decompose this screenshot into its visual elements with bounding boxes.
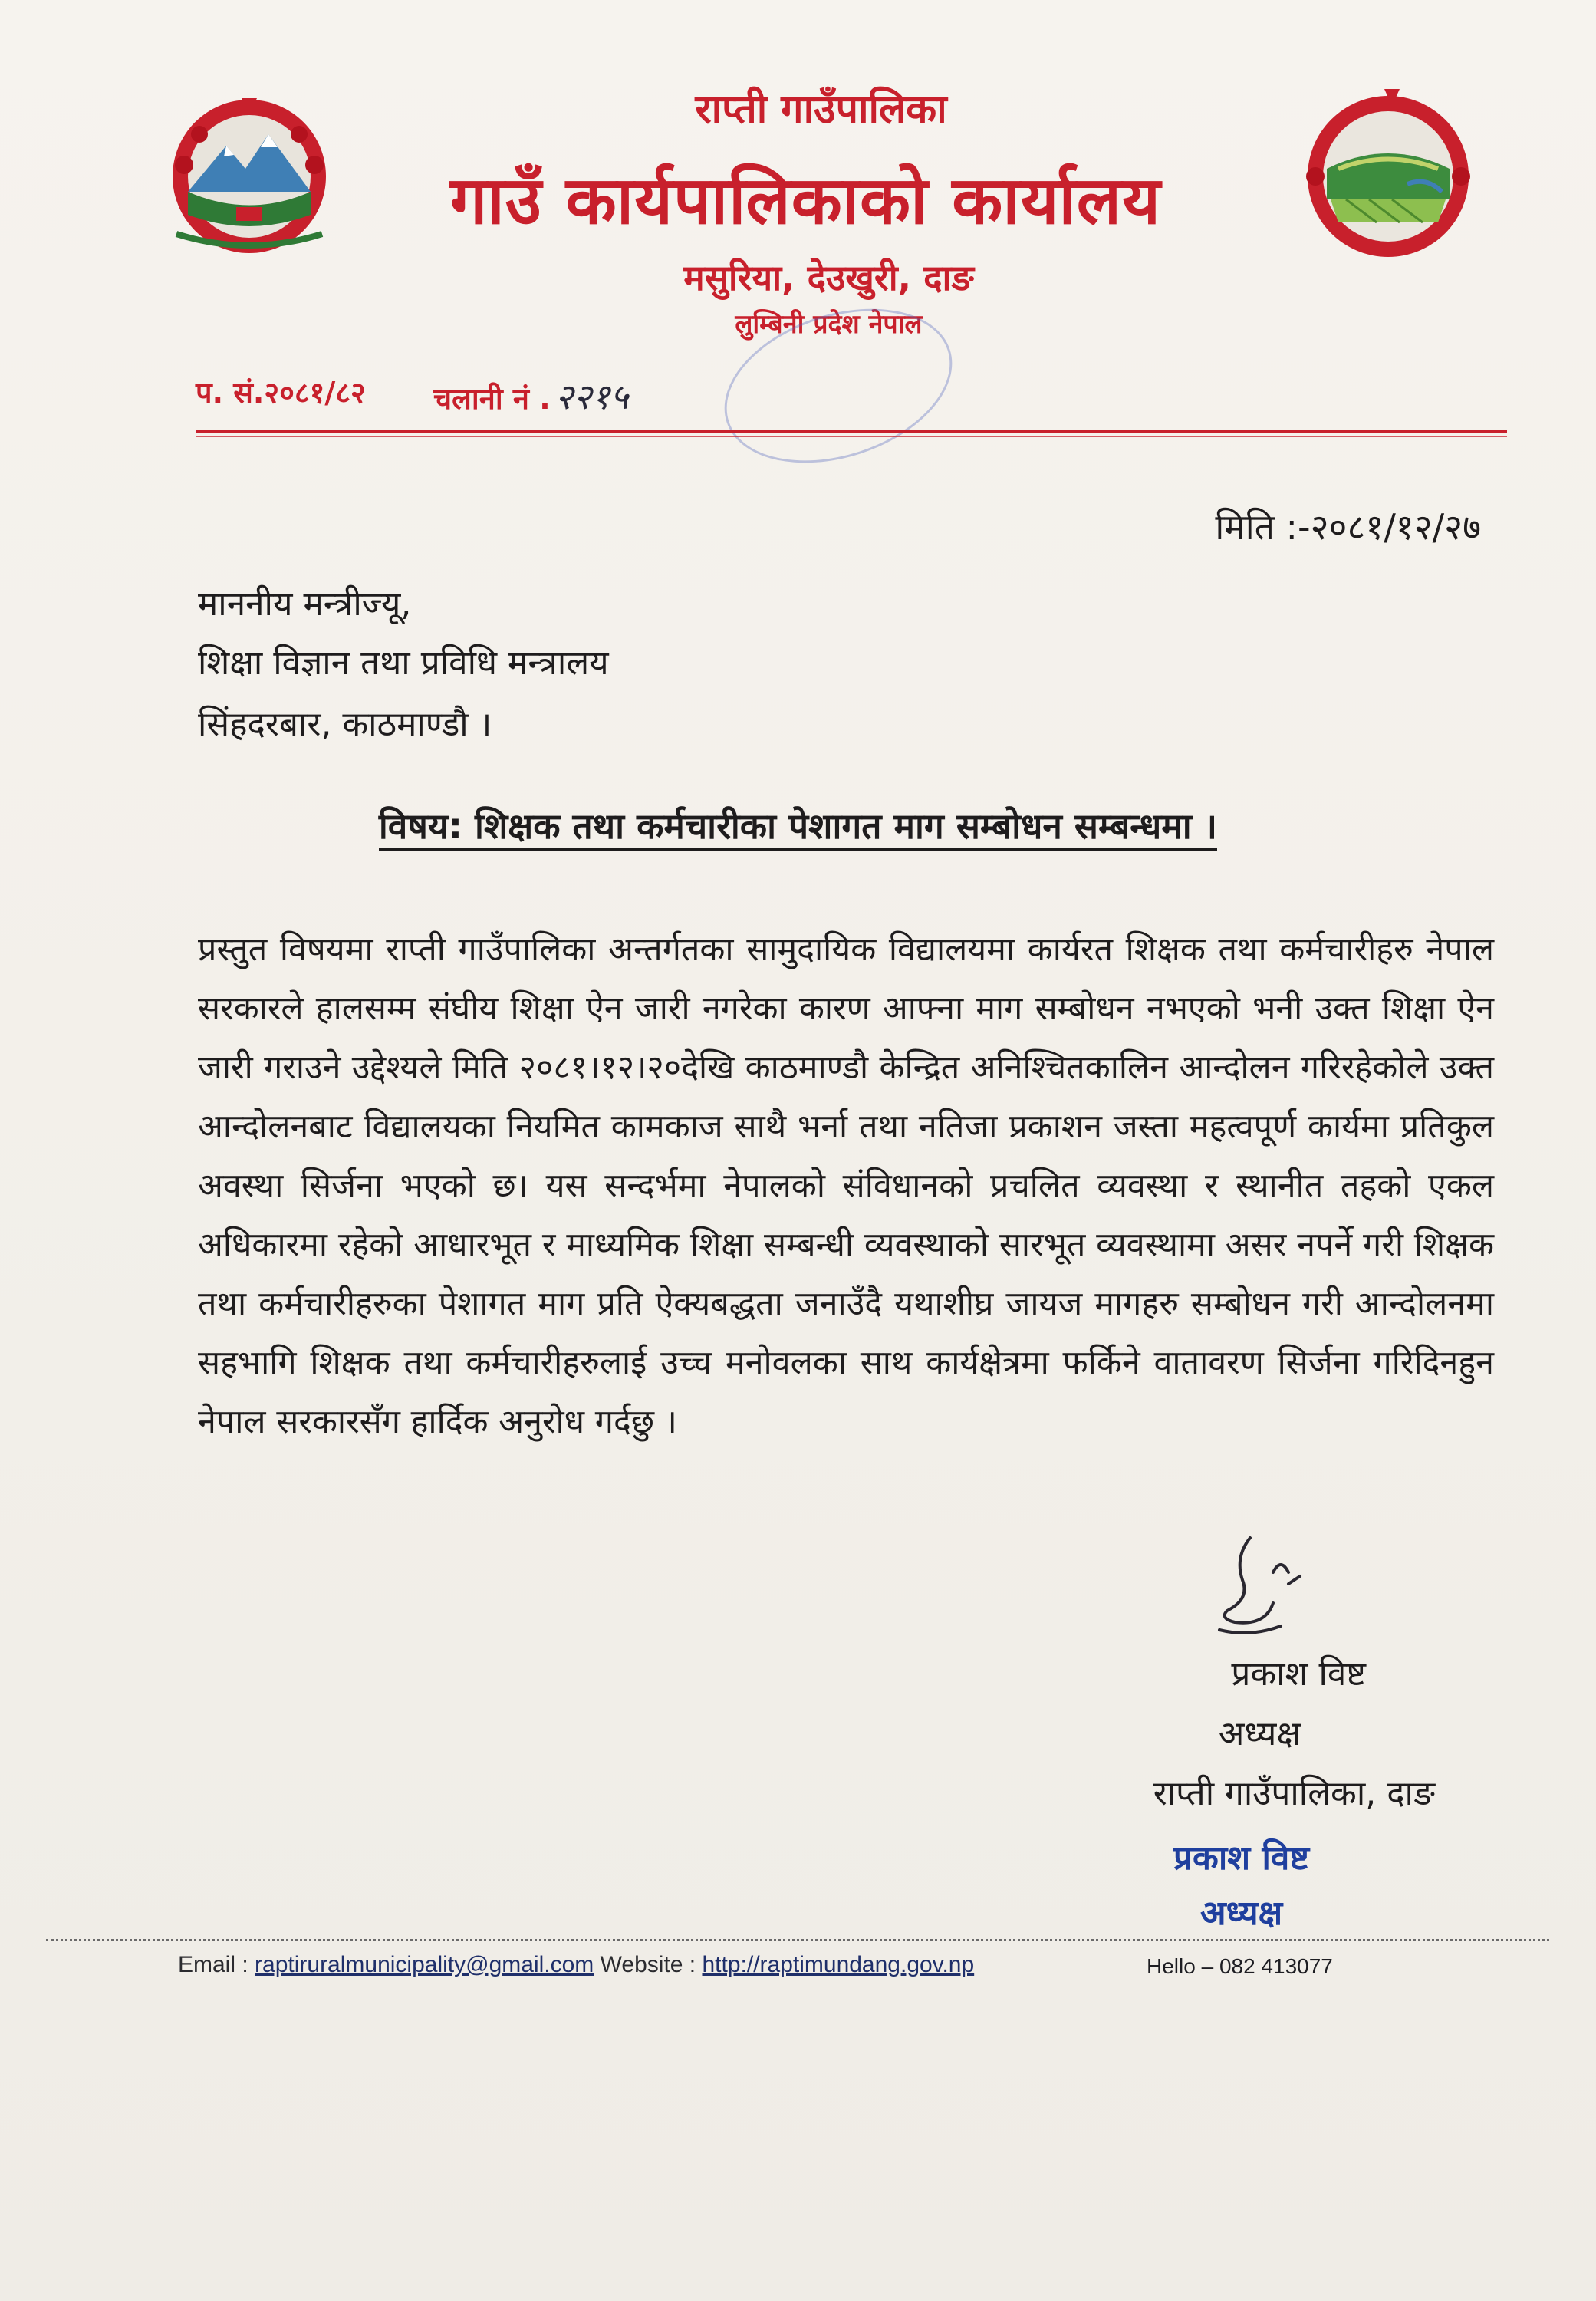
reference-number: प. सं.२०८१/८२ <box>196 376 366 410</box>
website-label: Website : <box>600 1952 696 1977</box>
seal-role-stamp: अध्यक्ष <box>1200 1894 1283 1933</box>
subject-text: विषय: शिक्षक तथा कर्मचारीका पेशागत माग सम्बोधन सम्बन्धमा । <box>379 805 1217 851</box>
municipality-name: राप्ती गाउँपालिका <box>695 87 947 133</box>
signatory-organization: राप्ती गाउँपालिका, दाङ <box>1153 1774 1435 1813</box>
chalani-number <box>433 372 628 420</box>
office-address: मसुरिया, देउखुरी, दाङ <box>683 257 974 298</box>
signatory-role: अध्यक्ष <box>1218 1714 1301 1753</box>
seal-name-stamp: प्रकाश विष्ट <box>1173 1838 1310 1878</box>
reference-row <box>196 372 629 417</box>
email-label: Email : <box>178 1952 248 1977</box>
email-link[interactable]: raptiruralmunicipality@gmail.com <box>255 1952 594 1977</box>
footer-divider <box>46 1939 1549 1941</box>
footer-phone: Hello – 082 413077 <box>1147 1954 1333 1978</box>
office-title: गाउँ कार्यपालिकाको कार्यालय <box>450 163 1161 239</box>
signatory-name: प्रकाश विष्ट <box>1231 1654 1366 1694</box>
letter-date: मिति :-२०८१/१२/२७ <box>1215 506 1481 548</box>
addressee-line-3: सिंहदरबार, काठमाण्डौ । <box>198 705 492 744</box>
header-divider <box>196 430 1507 433</box>
header-divider-thin <box>196 436 1507 437</box>
chalani-value: २२१५ <box>554 376 629 417</box>
addressee-line-2: शिक्षा विज्ञान तथा प्रविधि मन्त्रालय <box>198 644 609 683</box>
letter-body: प्रस्तुत विषयमा राप्ती गाउँपालिका अन्तर्गतका सामुदायिक विद्यालयमा कार्यरत शिक्षक तथा कर्मचारीहरु नेपाल सरकारले हालसम्म संघीय शिक्षा ऐन जारी नगरेका कारण आफ्ना माग सम्बोधन नभएको भनी उक्त शिक्षा ऐन जारी गराउने उद्देश्यले मिति २०८१।१२।२०देखि काठमाण्डौ केन्द्रित अनिश्चितकालिन आन्दोलन गरिरहेकोले उक्त आन्दोलनबाट विद्यालयका नियमित कामकाज साथै भर्ना तथा नतिजा प्रकाशन जस्ता महत्वपूर्ण कार्यमा प्रतिकुल अवस्था सिर्जना भएको छ। यस सन्दर्भमा नेपालको संविधानको प्रचलित व्यवस्था र स्थानीत तहको एकल अधिकारमा रहेको आधारभूत र माध्यमिक शिक्षा सम्बन्धी व्यवस्थाको सारभूत व्यवस्थामा असर नपर्ने गरी शिक्षक तथा कर्मचारीहरुका पेशागत माग प्रति ऐक्यबद्धता जनाउँदै यथाशीघ्र जायज मागहरु सम्बोधन गरी आन्दोलनमा सहभागि शिक्षक तथा कर्मचारीहरुलाई उच्च मनोवलका साथ कार्यक्षेत्रमा फर्किने वातावरण सिर्जना गरिदिनहुन नेपाल सरकारसँग हार्दिक अनुरोध गर्दछु । <box>198 930 1494 1441</box>
signature-icon <box>1196 1526 1327 1641</box>
footer-contact <box>178 1952 974 1978</box>
website-link[interactable]: http://raptimundang.gov.np <box>702 1952 975 1977</box>
chalani-label: चलानी नं . <box>433 382 551 416</box>
office-province: लुम्बिनी प्रदेश नेपाल <box>735 309 923 340</box>
addressee-line-1: माननीय मन्त्रीज्यू, <box>198 584 412 624</box>
subject-line <box>0 802 1596 849</box>
